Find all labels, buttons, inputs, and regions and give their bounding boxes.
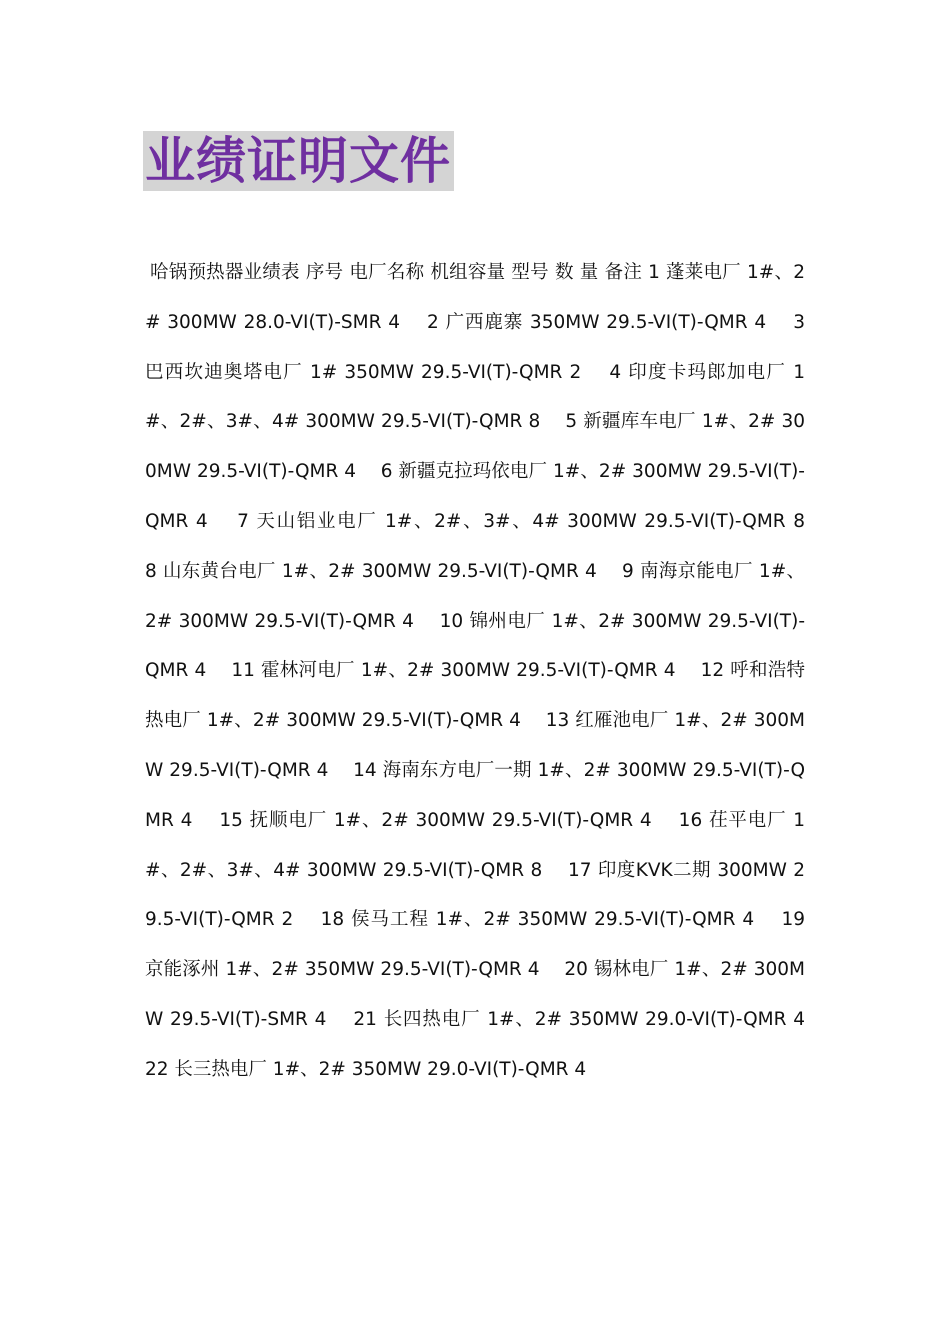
document-title: 业绩证明文件 [143, 131, 454, 191]
performance-list-text: 哈锅预热器业绩表 序号 电厂名称 机组容量 型号 数 量 备注 1 蓬莱电厂 1#、2# 300MW 28.0-VI(T)-SMR 4 2 广西鹿寨 350MW 29.5-VI(T)-QMR 4 3 巴西坎迪奥塔电厂 1# 350MW 29.5-VI(T)-QMR 2 4 印度卡玛郎加电厂 1#、2#、3#、4# 300MW 29.5-VI(T)-QMR 8 5 新疆库车电厂 1#、2# 300MW 29.5-VI(T)-QMR 4 6 新疆克拉玛依电厂 1#、2# 300MW 29.5-VI(T)-QMR 4 7 天山铝业电厂 1#、2#、3#、4# 300MW 29.5-VI(T)-QMR 8 8 山东黄台电厂 1#、2# 300MW 29.5-VI(T)-QMR 4 9 南海京能电厂 1#、2# 300MW 29.5-VI(T)-QMR 4 10 锦州电厂 1#、2# 300MW 29.5-VI(T)-QMR 4 11 霍林河电厂 1#、2# 300MW 29.5-VI(T)-QMR 4 12 呼和浩特热电厂 1#、2# 300MW 29.5-VI(T)-QMR 4 13 红雁池电厂 1#、2# 300MW 29.5-VI(T)-QMR 4 14 海南东方电厂一期 1#、2# 300MW 29.5-VI(T)-QMR 4 15 抚顺电厂 1#、2# 300MW 29.5-VI(T)-QMR 4 16 茌平电厂 1#、2#、3#、4# 300MW 29.5-VI(T)-QMR 8 17 印度KVK二期 300MW 29.5-VI(T)-QMR 2 18 侯马工程 1#、2# 350MW 29.5-VI(T)-QMR 4 19 京能涿州 1#、2# 350MW 29.5-VI(T)-QMR 4 20 锡林电厂 1#、2# 300MW 29.5-VI(T)-SMR 4 21 长四热电厂 1#、2# 350MW 29.0-VI(T)-QMR 4 22 长三热电厂 1#、2# 350MW 29.0-VI(T)-QMR 4 [145, 262, 830, 1080]
